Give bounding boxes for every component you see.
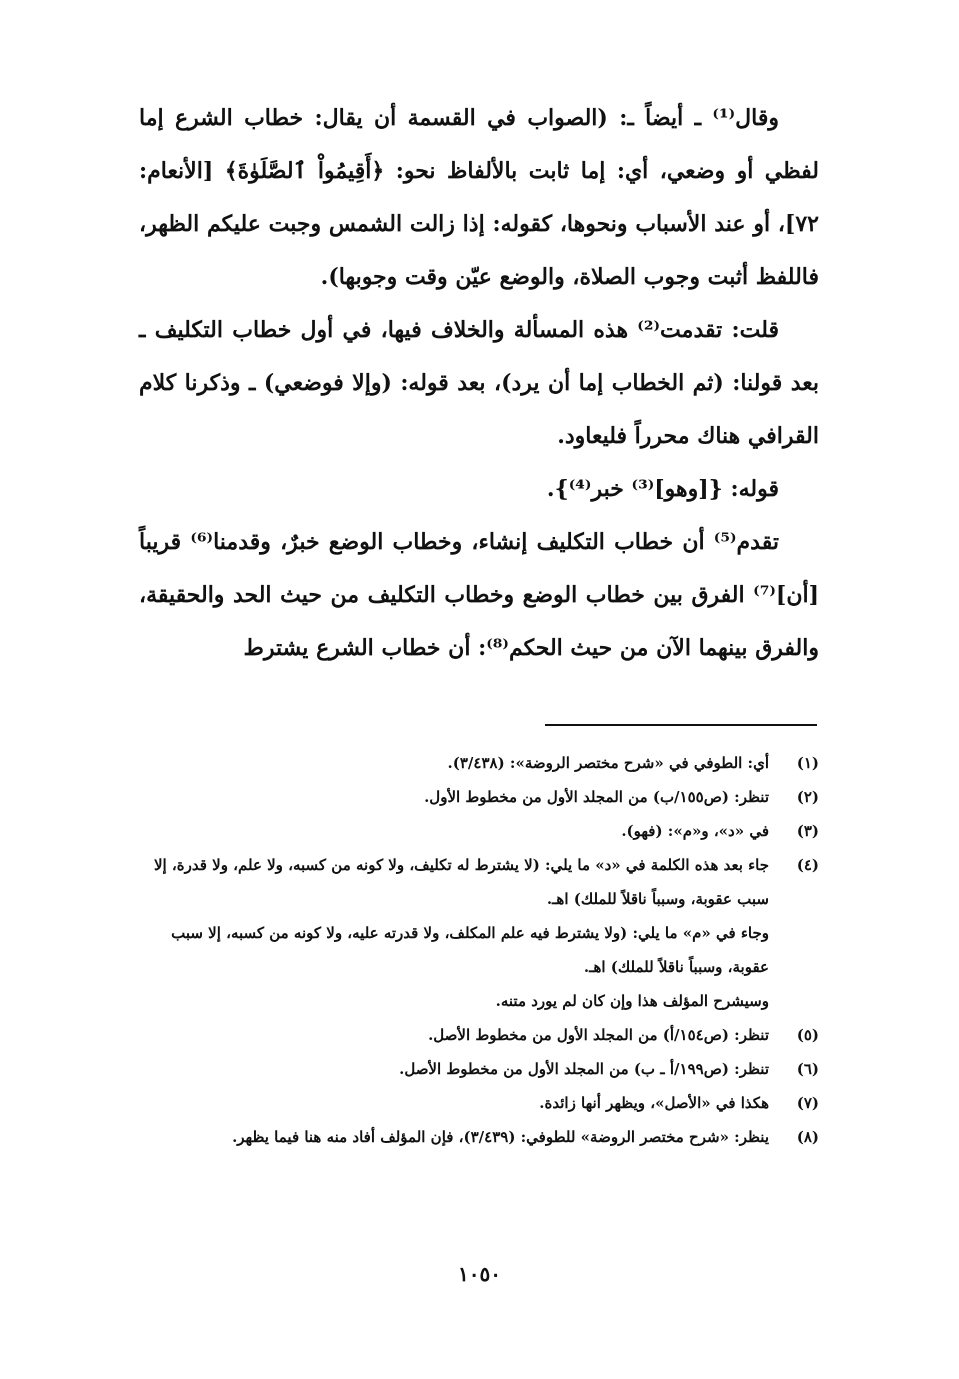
main-paragraph-2: قلت: تقدمت⁽²⁾ هذه المسألة والخلاف فيها، في أول خطاب التكليف ـ بعد قولنا: (ثم الخطاب إما أن يرد)، بعد قوله: (وإلا فوضعي) ـ وذكرنا كلام القرافي هناك محرراً فليعاود.	[139, 317, 819, 449]
footnote-text: ينظر: «شرح مختصر الروضة» للطوفي: (٣/٤٣٩)، فإن المؤلف أفاد منه هنا فيما يظهر.	[232, 1128, 769, 1146]
footnote-3	[139, 814, 819, 848]
main-paragraph-4: تقدم⁽⁵⁾ أن خطاب التكليف إنشاء، وخطاب الوضع خبرٌ، وقدمنا⁽⁶⁾ قريباً [أن]⁽⁷⁾ الفرق بين خطاب الوضع وخطاب التكليف من حيث الحد والحقيقة، والفرق بينهما الآن من حيث الحكم⁽⁸⁾: أن خطاب الشرع يشترط	[139, 529, 819, 661]
page-number: ١٠٥٠	[458, 1262, 501, 1286]
footnote-body	[139, 1052, 769, 1086]
footnote-body	[139, 814, 769, 848]
footnote-text: أي: الطوفي في «شرح مختصر الروضة»: (٣/٤٣٨).	[447, 754, 769, 772]
footnote-7	[139, 1086, 819, 1120]
footnote-text: وجاء في «م» ما يلي: (ولا يشترط فيه علم المكلف، ولا قدرته عليه، ولا كونه من كسبه، إلا سبب عقوبة، وسبباً ناقلاً للملك) اهـ.	[171, 924, 769, 976]
footnote-number: (٤)	[796, 856, 819, 874]
footnote-number: (٧)	[796, 1094, 819, 1112]
footnote-6	[139, 1052, 819, 1086]
footnote-text: جاء بعد هذه الكلمة في «د» ما يلي: (لا يشترط له تكليف، ولا كونه من كسبه، ولا علم، ولا قدرة، إلا سبب عقوبة، وسبباً ناقلاً للملك) اهـ.	[153, 856, 769, 908]
footnote-body	[139, 1120, 769, 1154]
footnote-number: (١)	[796, 754, 819, 772]
main-paragraph-1: وقال⁽¹⁾ ـ أيضاً ـ: (الصواب في القسمة أن يقال: خطاب الشرع إما لفظي أو وضعي، أي: إما ثابت بالألفاظ نحو: ﴿أَقِيمُواْ ٱلصَّلَوٰةَ﴾ [الأنعام: ٧٢]، أو عند الأسباب ونحوها، كقوله: إذا زالت الشمس وجبت عليكم الظهر، فاللفظ أثبت وجوب الصلاة، والوضع عيّن وقت وجوبها).	[139, 105, 819, 290]
footnote-number: (٣)	[796, 822, 819, 840]
footnote-text: تنظر: (ص١٥٤/أ) من المجلد الأول من مخطوط الأصل.	[428, 1026, 769, 1044]
footnote-text: تنظر: (ص١٩٩/أ ـ ب) من المجلد الأول من مخطوط الأصل.	[399, 1060, 769, 1078]
footnote-number: (٥)	[796, 1026, 819, 1044]
footnote-5	[139, 1018, 819, 1052]
footnote-body	[139, 848, 769, 1018]
footnote-1	[139, 746, 819, 780]
main-paragraph-3: قوله: {[وهو]⁽³⁾ خبر⁽⁴⁾}.	[546, 476, 779, 502]
footnotes	[139, 746, 819, 1154]
footnote-body	[139, 1018, 769, 1052]
footnote-8	[139, 1120, 819, 1154]
footnote-2	[139, 780, 819, 814]
footnote-body	[139, 780, 769, 814]
footnote-number: (٦)	[796, 1060, 819, 1078]
footnote-separator	[545, 724, 817, 726]
footnote-text: تنظر: (ص١٥٥/ب) من المجلد الأول من مخطوط الأول.	[424, 788, 769, 806]
footnote-number: (٢)	[796, 788, 819, 806]
footnote-text: في «د»، و«م»: (فهو).	[621, 822, 769, 840]
footnote-4	[139, 848, 819, 1018]
footnote-text: هكذا في «الأصل»، ويظهر أنها زائدة.	[539, 1094, 769, 1112]
footnote-body	[139, 1086, 769, 1120]
main-text	[139, 92, 819, 675]
footnote-body	[139, 746, 769, 780]
footnote-text: وسيشرح المؤلف هذا وإن كان لم يورد متنه.	[495, 992, 769, 1010]
footnote-number: (٨)	[796, 1128, 819, 1146]
